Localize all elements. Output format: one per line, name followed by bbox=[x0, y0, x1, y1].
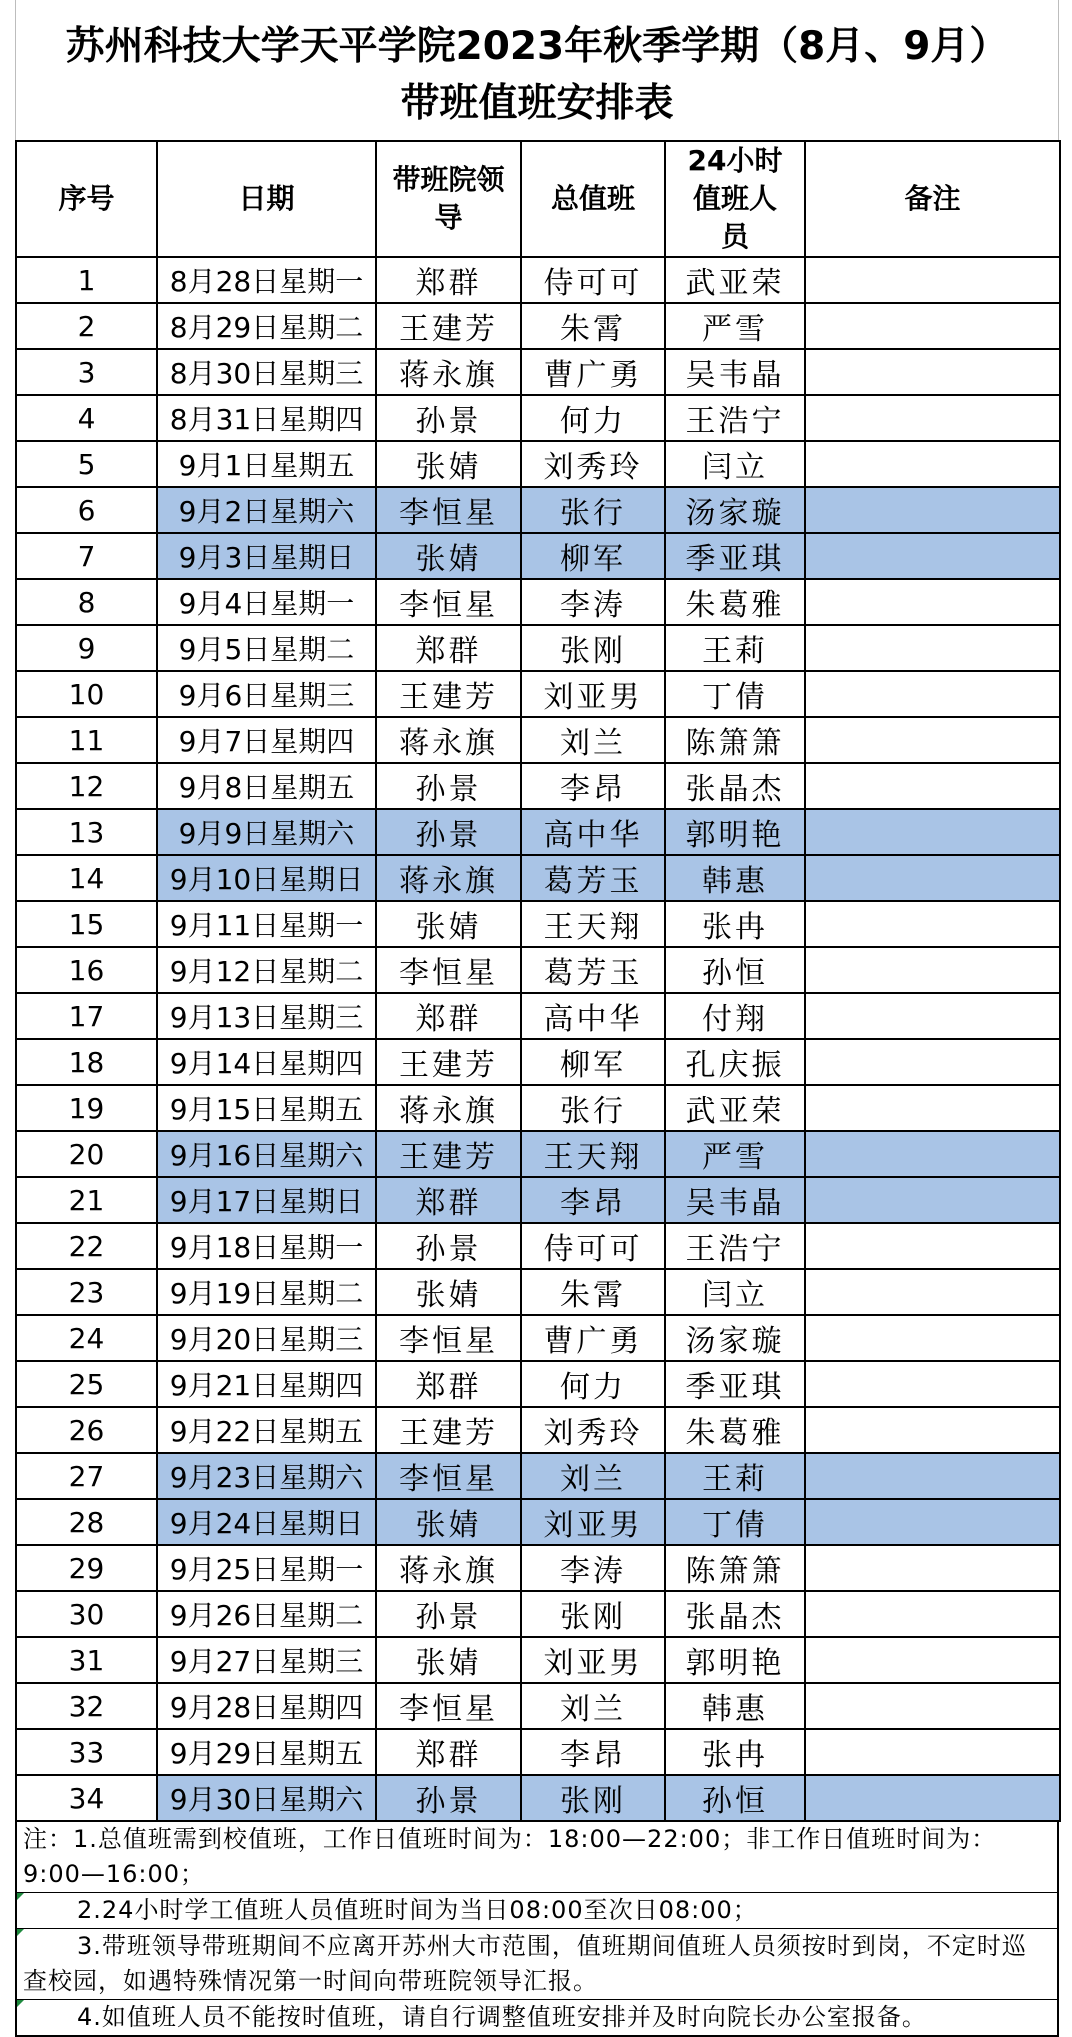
date-cell: 9月17日星期日 bbox=[157, 1177, 376, 1223]
remark-cell bbox=[805, 1683, 1060, 1729]
leader-cell: 王建芳 bbox=[376, 1131, 521, 1177]
row-number-cell: 9 bbox=[16, 625, 157, 671]
chief-duty-cell: 葛芳玉 bbox=[521, 947, 665, 993]
staff-cell: 韩惠 bbox=[665, 1683, 805, 1729]
chief-duty-cell: 柳军 bbox=[521, 533, 665, 579]
date-cell: 9月15日星期五 bbox=[157, 1085, 376, 1131]
leader-cell: 张婧 bbox=[376, 1269, 521, 1315]
chief-duty-cell: 李涛 bbox=[521, 579, 665, 625]
staff-cell: 严雪 bbox=[665, 303, 805, 349]
leader-cell: 蒋永旗 bbox=[376, 1545, 521, 1591]
chief-duty-cell: 刘亚男 bbox=[521, 1499, 665, 1545]
table-row bbox=[16, 349, 1060, 395]
table-row bbox=[16, 947, 1060, 993]
header-chief-duty: 总值班 bbox=[521, 141, 665, 257]
cell-marker bbox=[17, 1893, 24, 1900]
staff-cell: 郭明艳 bbox=[665, 1637, 805, 1683]
header-24h-staff: 24小时值班人员 bbox=[665, 141, 805, 257]
table-row bbox=[16, 1223, 1060, 1269]
leader-cell: 蒋永旗 bbox=[376, 349, 521, 395]
row-number-cell: 22 bbox=[16, 1223, 157, 1269]
staff-cell: 季亚琪 bbox=[665, 1361, 805, 1407]
staff-cell: 郭明艳 bbox=[665, 809, 805, 855]
staff-cell: 吴韦晶 bbox=[665, 1177, 805, 1223]
notes-section bbox=[15, 1822, 1059, 2037]
table-row bbox=[16, 579, 1060, 625]
schedule-rows bbox=[16, 257, 1060, 1821]
chief-duty-cell: 柳军 bbox=[521, 1039, 665, 1085]
remark-cell bbox=[805, 1315, 1060, 1361]
chief-duty-cell: 张行 bbox=[521, 487, 665, 533]
chief-duty-cell: 朱霄 bbox=[521, 1269, 665, 1315]
table-row bbox=[16, 1453, 1060, 1499]
chief-duty-cell: 王天翔 bbox=[521, 1131, 665, 1177]
staff-cell: 汤家璇 bbox=[665, 1315, 805, 1361]
table-row bbox=[16, 487, 1060, 533]
date-cell: 8月29日星期二 bbox=[157, 303, 376, 349]
chief-duty-cell: 刘亚男 bbox=[521, 1637, 665, 1683]
leader-cell: 郑群 bbox=[376, 625, 521, 671]
staff-cell: 朱葛雅 bbox=[665, 579, 805, 625]
chief-duty-cell: 李涛 bbox=[521, 1545, 665, 1591]
leader-cell: 李恒星 bbox=[376, 1453, 521, 1499]
table-row bbox=[16, 1361, 1060, 1407]
table-row bbox=[16, 1315, 1060, 1361]
row-number-cell: 7 bbox=[16, 533, 157, 579]
remark-cell bbox=[805, 671, 1060, 717]
table-row bbox=[16, 1637, 1060, 1683]
chief-duty-cell: 张行 bbox=[521, 1085, 665, 1131]
row-number-cell: 18 bbox=[16, 1039, 157, 1085]
leader-cell: 李恒星 bbox=[376, 947, 521, 993]
row-number-cell: 2 bbox=[16, 303, 157, 349]
chief-duty-cell: 刘亚男 bbox=[521, 671, 665, 717]
chief-duty-cell: 刘秀玲 bbox=[521, 441, 665, 487]
remark-cell bbox=[805, 993, 1060, 1039]
staff-cell: 丁倩 bbox=[665, 1499, 805, 1545]
date-cell: 9月4日星期一 bbox=[157, 579, 376, 625]
chief-duty-cell: 侍可可 bbox=[521, 257, 665, 303]
date-cell: 9月22日星期五 bbox=[157, 1407, 376, 1453]
row-number-cell: 1 bbox=[16, 257, 157, 303]
remark-cell bbox=[805, 1361, 1060, 1407]
row-number-cell: 4 bbox=[16, 395, 157, 441]
row-number-cell: 31 bbox=[16, 1637, 157, 1683]
row-number-cell: 32 bbox=[16, 1683, 157, 1729]
staff-cell: 张晶杰 bbox=[665, 1591, 805, 1637]
date-cell: 9月28日星期四 bbox=[157, 1683, 376, 1729]
chief-duty-cell: 李昂 bbox=[521, 1177, 665, 1223]
row-number-cell: 17 bbox=[16, 993, 157, 1039]
remark-cell bbox=[805, 1085, 1060, 1131]
date-cell: 9月7日星期四 bbox=[157, 717, 376, 763]
remark-cell bbox=[805, 1591, 1060, 1637]
chief-duty-cell: 曹广勇 bbox=[521, 349, 665, 395]
staff-cell: 王浩宁 bbox=[665, 1223, 805, 1269]
table-row bbox=[16, 1683, 1060, 1729]
row-number-cell: 13 bbox=[16, 809, 157, 855]
table-row bbox=[16, 303, 1060, 349]
row-number-cell: 12 bbox=[16, 763, 157, 809]
row-number-cell: 16 bbox=[16, 947, 157, 993]
staff-cell: 孙恒 bbox=[665, 947, 805, 993]
staff-cell: 丁倩 bbox=[665, 671, 805, 717]
leader-cell: 孙景 bbox=[376, 763, 521, 809]
table-row bbox=[16, 809, 1060, 855]
date-cell: 9月26日星期二 bbox=[157, 1591, 376, 1637]
note-3 bbox=[17, 1928, 1057, 1999]
title-line-1: 苏州科技大学天平学院2023年秋季学期（8月、9月） bbox=[65, 24, 1009, 69]
date-cell: 9月12日星期二 bbox=[157, 947, 376, 993]
table-row bbox=[16, 1269, 1060, 1315]
date-cell: 9月11日星期一 bbox=[157, 901, 376, 947]
remark-cell bbox=[805, 1729, 1060, 1775]
staff-cell: 付翔 bbox=[665, 993, 805, 1039]
leader-cell: 王建芳 bbox=[376, 671, 521, 717]
leader-cell: 蒋永旗 bbox=[376, 717, 521, 763]
row-number-cell: 28 bbox=[16, 1499, 157, 1545]
row-number-cell: 19 bbox=[16, 1085, 157, 1131]
note-4-text: 4.如值班人员不能按时值班，请自行调整值班安排并及时向院长办公室报备。 bbox=[77, 2003, 927, 2031]
staff-cell: 吴韦晶 bbox=[665, 349, 805, 395]
remark-cell bbox=[805, 487, 1060, 533]
leader-cell: 李恒星 bbox=[376, 1315, 521, 1361]
leader-cell: 郑群 bbox=[376, 1361, 521, 1407]
leader-cell: 孙景 bbox=[376, 809, 521, 855]
remark-cell bbox=[805, 1269, 1060, 1315]
table-row bbox=[16, 1085, 1060, 1131]
date-cell: 9月18日星期一 bbox=[157, 1223, 376, 1269]
table-row bbox=[16, 1039, 1060, 1085]
chief-duty-cell: 刘秀玲 bbox=[521, 1407, 665, 1453]
row-number-cell: 14 bbox=[16, 855, 157, 901]
staff-cell: 武亚荣 bbox=[665, 1085, 805, 1131]
leader-cell: 郑群 bbox=[376, 1177, 521, 1223]
remark-cell bbox=[805, 1131, 1060, 1177]
table-row bbox=[16, 1177, 1060, 1223]
remark-cell bbox=[805, 901, 1060, 947]
chief-duty-cell: 朱霄 bbox=[521, 303, 665, 349]
leader-cell: 王建芳 bbox=[376, 303, 521, 349]
chief-duty-cell: 李昂 bbox=[521, 1729, 665, 1775]
table-row bbox=[16, 1499, 1060, 1545]
title-line-2: 带班值班安排表 bbox=[400, 81, 674, 126]
chief-duty-cell: 葛芳玉 bbox=[521, 855, 665, 901]
leader-cell: 张婧 bbox=[376, 901, 521, 947]
note-2 bbox=[17, 1892, 1057, 1928]
remark-cell bbox=[805, 947, 1060, 993]
leader-cell: 孙景 bbox=[376, 395, 521, 441]
table-row bbox=[16, 1775, 1060, 1821]
table-row bbox=[16, 257, 1060, 303]
row-number-cell: 6 bbox=[16, 487, 157, 533]
date-cell: 9月23日星期六 bbox=[157, 1453, 376, 1499]
leader-cell: 蒋永旗 bbox=[376, 1085, 521, 1131]
duty-schedule-table bbox=[15, 140, 1061, 1822]
note-4 bbox=[17, 1999, 1057, 2035]
table-row bbox=[16, 1591, 1060, 1637]
row-number-cell: 26 bbox=[16, 1407, 157, 1453]
chief-duty-cell: 王天翔 bbox=[521, 901, 665, 947]
remark-cell bbox=[805, 1775, 1060, 1821]
staff-cell: 孔庆振 bbox=[665, 1039, 805, 1085]
note-2-text: 2.24小时学工值班人员值班时间为当日08:00至次日08:00； bbox=[77, 1896, 758, 1924]
date-cell: 9月30日星期六 bbox=[157, 1775, 376, 1821]
table-row bbox=[16, 1729, 1060, 1775]
table-row bbox=[16, 1407, 1060, 1453]
row-number-cell: 25 bbox=[16, 1361, 157, 1407]
header-no: 序号 bbox=[16, 141, 157, 257]
date-cell: 9月25日星期一 bbox=[157, 1545, 376, 1591]
row-number-cell: 30 bbox=[16, 1591, 157, 1637]
row-number-cell: 29 bbox=[16, 1545, 157, 1591]
chief-duty-cell: 高中华 bbox=[521, 993, 665, 1039]
staff-cell: 张冉 bbox=[665, 1729, 805, 1775]
leader-cell: 张婧 bbox=[376, 533, 521, 579]
leader-cell: 郑群 bbox=[376, 993, 521, 1039]
row-number-cell: 27 bbox=[16, 1453, 157, 1499]
remark-cell bbox=[805, 1637, 1060, 1683]
staff-cell: 武亚荣 bbox=[665, 257, 805, 303]
remark-cell bbox=[805, 257, 1060, 303]
date-cell: 9月2日星期六 bbox=[157, 487, 376, 533]
header-row bbox=[16, 141, 1060, 257]
staff-cell: 韩惠 bbox=[665, 855, 805, 901]
leader-cell: 孙景 bbox=[376, 1591, 521, 1637]
chief-duty-cell: 何力 bbox=[521, 395, 665, 441]
note-3-text: 3.带班领导带班期间不应离开苏州大市范围，值班期间值班人员须按时到岗，不定时巡查校园，如遇特殊情况第一时间向带班院领导汇报。 bbox=[23, 1932, 1027, 1995]
date-cell: 9月29日星期五 bbox=[157, 1729, 376, 1775]
schedule-sheet bbox=[15, 0, 1059, 2037]
row-number-cell: 11 bbox=[16, 717, 157, 763]
leader-cell: 王建芳 bbox=[376, 1407, 521, 1453]
date-cell: 9月6日星期三 bbox=[157, 671, 376, 717]
table-row bbox=[16, 533, 1060, 579]
staff-cell: 闫立 bbox=[665, 1269, 805, 1315]
remark-cell bbox=[805, 809, 1060, 855]
note-1: 注：1.总值班需到校值班，工作日值班时间为：18:00—22:00；非工作日值班时间为：9:00—16:00； bbox=[23, 1825, 997, 1888]
table-row bbox=[16, 717, 1060, 763]
table-row bbox=[16, 901, 1060, 947]
leader-cell: 张婧 bbox=[376, 1499, 521, 1545]
remark-cell bbox=[805, 1453, 1060, 1499]
row-number-cell: 10 bbox=[16, 671, 157, 717]
remark-cell bbox=[805, 1407, 1060, 1453]
chief-duty-cell: 曹广勇 bbox=[521, 1315, 665, 1361]
date-cell: 9月16日星期六 bbox=[157, 1131, 376, 1177]
staff-cell: 王浩宁 bbox=[665, 395, 805, 441]
chief-duty-cell: 刘兰 bbox=[521, 1453, 665, 1499]
remark-cell bbox=[805, 1177, 1060, 1223]
remark-cell bbox=[805, 1223, 1060, 1269]
table-row bbox=[16, 763, 1060, 809]
date-cell: 9月3日星期日 bbox=[157, 533, 376, 579]
chief-duty-cell: 李昂 bbox=[521, 763, 665, 809]
leader-cell: 张婧 bbox=[376, 441, 521, 487]
leader-cell: 李恒星 bbox=[376, 579, 521, 625]
date-cell: 9月8日星期五 bbox=[157, 763, 376, 809]
remark-cell bbox=[805, 395, 1060, 441]
date-cell: 9月5日星期二 bbox=[157, 625, 376, 671]
remark-cell bbox=[805, 1039, 1060, 1085]
date-cell: 8月30日星期三 bbox=[157, 349, 376, 395]
row-number-cell: 3 bbox=[16, 349, 157, 395]
header-remark: 备注 bbox=[805, 141, 1060, 257]
row-number-cell: 8 bbox=[16, 579, 157, 625]
table-row bbox=[16, 671, 1060, 717]
row-number-cell: 5 bbox=[16, 441, 157, 487]
remark-cell bbox=[805, 349, 1060, 395]
staff-cell: 王莉 bbox=[665, 1453, 805, 1499]
date-cell: 8月28日星期一 bbox=[157, 257, 376, 303]
remark-cell bbox=[805, 717, 1060, 763]
chief-duty-cell: 高中华 bbox=[521, 809, 665, 855]
remark-cell bbox=[805, 441, 1060, 487]
leader-cell: 蒋永旗 bbox=[376, 855, 521, 901]
staff-cell: 汤家璇 bbox=[665, 487, 805, 533]
staff-cell: 陈箫箫 bbox=[665, 717, 805, 763]
date-cell: 9月1日星期五 bbox=[157, 441, 376, 487]
cell-marker bbox=[17, 1929, 24, 1936]
leader-cell: 郑群 bbox=[376, 1729, 521, 1775]
leader-cell: 王建芳 bbox=[376, 1039, 521, 1085]
leader-cell: 李恒星 bbox=[376, 487, 521, 533]
remark-cell bbox=[805, 1499, 1060, 1545]
row-number-cell: 21 bbox=[16, 1177, 157, 1223]
date-cell: 8月31日星期四 bbox=[157, 395, 376, 441]
staff-cell: 季亚琪 bbox=[665, 533, 805, 579]
chief-duty-cell: 张刚 bbox=[521, 1775, 665, 1821]
remark-cell bbox=[805, 763, 1060, 809]
date-cell: 9月21日星期四 bbox=[157, 1361, 376, 1407]
header-leader: 带班院领导 bbox=[376, 141, 521, 257]
chief-duty-cell: 张刚 bbox=[521, 625, 665, 671]
date-cell: 9月13日星期三 bbox=[157, 993, 376, 1039]
table-row bbox=[16, 993, 1060, 1039]
remark-cell bbox=[805, 1545, 1060, 1591]
header-date: 日期 bbox=[157, 141, 376, 257]
date-cell: 9月19日星期二 bbox=[157, 1269, 376, 1315]
chief-duty-cell: 刘兰 bbox=[521, 1683, 665, 1729]
remark-cell bbox=[805, 855, 1060, 901]
sheet-title bbox=[15, 0, 1059, 140]
date-cell: 9月27日星期三 bbox=[157, 1637, 376, 1683]
staff-cell: 严雪 bbox=[665, 1131, 805, 1177]
remark-cell bbox=[805, 533, 1060, 579]
remark-cell bbox=[805, 303, 1060, 349]
table-row bbox=[16, 855, 1060, 901]
table-row bbox=[16, 395, 1060, 441]
staff-cell: 张晶杰 bbox=[665, 763, 805, 809]
chief-duty-cell: 侍可可 bbox=[521, 1223, 665, 1269]
staff-cell: 张冉 bbox=[665, 901, 805, 947]
table-row bbox=[16, 441, 1060, 487]
chief-duty-cell: 刘兰 bbox=[521, 717, 665, 763]
leader-cell: 孙景 bbox=[376, 1223, 521, 1269]
chief-duty-cell: 张刚 bbox=[521, 1591, 665, 1637]
row-number-cell: 23 bbox=[16, 1269, 157, 1315]
staff-cell: 孙恒 bbox=[665, 1775, 805, 1821]
date-cell: 9月24日星期日 bbox=[157, 1499, 376, 1545]
row-number-cell: 15 bbox=[16, 901, 157, 947]
table-row bbox=[16, 1545, 1060, 1591]
staff-cell: 陈箫箫 bbox=[665, 1545, 805, 1591]
date-cell: 9月9日星期六 bbox=[157, 809, 376, 855]
date-cell: 9月20日星期三 bbox=[157, 1315, 376, 1361]
row-number-cell: 33 bbox=[16, 1729, 157, 1775]
staff-cell: 闫立 bbox=[665, 441, 805, 487]
cell-marker bbox=[17, 2000, 24, 2007]
row-number-cell: 20 bbox=[16, 1131, 157, 1177]
leader-cell: 孙景 bbox=[376, 1775, 521, 1821]
staff-cell: 朱葛雅 bbox=[665, 1407, 805, 1453]
remark-cell bbox=[805, 625, 1060, 671]
leader-cell: 张婧 bbox=[376, 1637, 521, 1683]
row-number-cell: 24 bbox=[16, 1315, 157, 1361]
leader-cell: 郑群 bbox=[376, 257, 521, 303]
staff-cell: 王莉 bbox=[665, 625, 805, 671]
row-number-cell: 34 bbox=[16, 1775, 157, 1821]
chief-duty-cell: 何力 bbox=[521, 1361, 665, 1407]
date-cell: 9月14日星期四 bbox=[157, 1039, 376, 1085]
table-row bbox=[16, 1131, 1060, 1177]
table-row bbox=[16, 625, 1060, 671]
leader-cell: 李恒星 bbox=[376, 1683, 521, 1729]
remark-cell bbox=[805, 579, 1060, 625]
date-cell: 9月10日星期日 bbox=[157, 855, 376, 901]
